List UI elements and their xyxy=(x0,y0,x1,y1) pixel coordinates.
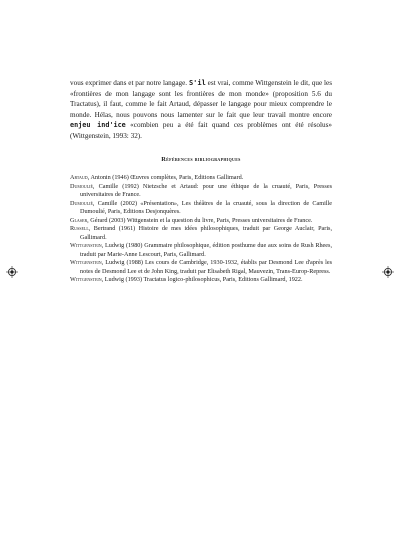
reference-author: Wittgenstein xyxy=(70,242,102,249)
reference-text: , Camille (1992) Nietzsche et Artaud: pour une éthique de la cruauté, Paris, Presses universitaires de France. xyxy=(80,182,332,198)
reference-text: , Ludwig (1993) Tractatus logico-philosophicus, Paris, Editions Gallimard, 1922. xyxy=(101,276,303,283)
body-paragraph xyxy=(70,78,332,142)
reference-item xyxy=(70,183,332,200)
reference-text: , Bertrand (1961) Histoire de mes idées philosophiques, traduit par George Auclair, Paris, Gallimard. xyxy=(80,225,332,241)
registration-mark-icon xyxy=(6,266,18,278)
reference-author: Glaser xyxy=(70,216,88,224)
reference-author: Artaud xyxy=(70,174,88,181)
paragraph-highlight: enjeu ind'ice xyxy=(70,121,126,130)
reference-author: Wittgenstein xyxy=(70,276,102,283)
references-heading: Références bibliographiques xyxy=(161,156,241,163)
reference-author: Wittgenstein xyxy=(70,259,102,266)
reference-item xyxy=(70,259,332,276)
reference-item xyxy=(70,276,332,285)
paragraph-sil: S'il xyxy=(188,79,206,87)
reference-item xyxy=(70,225,332,242)
paragraph-middle: est vrai, comme Wittgenstein le dit, que les «frontières de mon langage sont les frontières de mon monde» (proposition 5.6 du Tractatus), il faut, comme le fait Artaud, dépasser le langage pour mieux comprendre le monde. Hélas, nous pouvons nous lamenter sur le fait que leur travail montre encore xyxy=(70,79,332,119)
reference-text: , Gérard (2003) Wittgenstein et la question du livre, Paris, Presses universitaires de France. xyxy=(87,216,313,224)
registration-mark-icon xyxy=(382,266,394,278)
references-list xyxy=(70,174,332,285)
paragraph-after: «combien peu a été fait quand ces problèmes ont été résolus» (Wittgenstein, 1993: 32). xyxy=(70,121,332,140)
reference-item xyxy=(70,242,332,259)
paragraph-before: vous exprimer dans et par notre langage. xyxy=(70,79,189,87)
reference-text: , Antonin (1946) Œuvres complètes, Paris, Editions Gallimard. xyxy=(87,174,244,181)
reference-text: , Camille (2002) «Présentation», Les théâtres de la cruauté, sous la direction de Camille Dumoulié, Paris, Editions Desjonquères. xyxy=(80,199,332,215)
reference-item xyxy=(70,174,332,183)
reference-text: , Ludwig (1988) Les cours de Cambridge, 1930-1932, établis par Desmond Lee d'après les notes de Desmond Lee et de John King, traduit par Elisabeth Rigal, Mauvezin, Trans-Europ-Repress. xyxy=(80,259,332,275)
reference-author: Dumoulié xyxy=(70,199,93,207)
reference-item xyxy=(70,217,332,226)
reference-author: Russell xyxy=(70,225,89,232)
reference-item xyxy=(70,200,332,217)
reference-author: Dumoulié xyxy=(70,182,93,190)
reference-text: , Ludwig (1980) Grammaire philosophique, édition posthume due aux soins de Rush Rhees, traduit par Marie-Anne Lescourt, Paris, Gallimard. xyxy=(80,242,332,258)
